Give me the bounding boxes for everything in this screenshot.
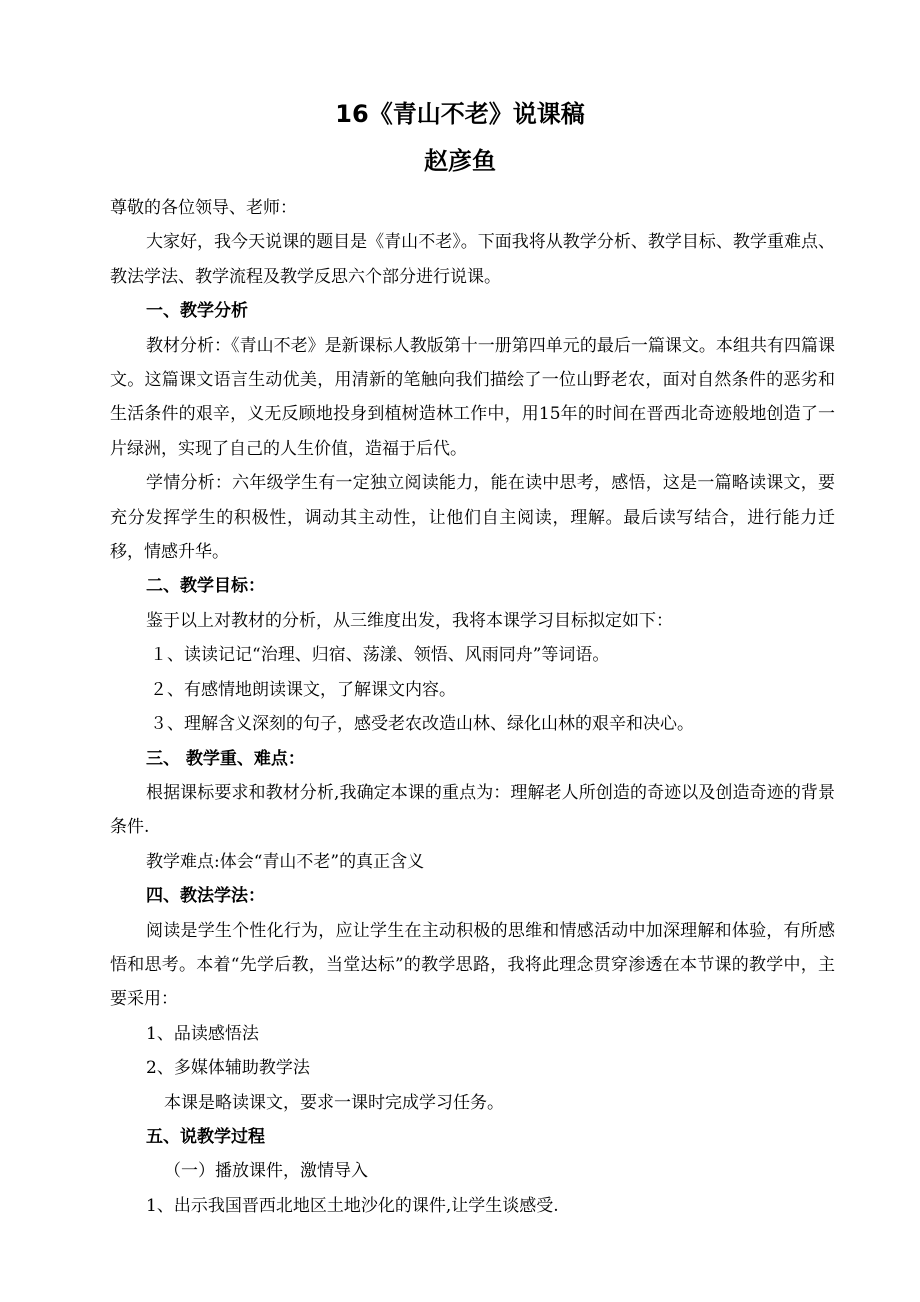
- section-heading-process: 五、说教学过程: [146, 1126, 265, 1147]
- paragraph-textbook-analysis: 教材分析：《青山不老》是新课标人教版第十一册第四单元的最后一篇课文。本组共有四篇课文。这篇课文语言生动优美，用清新的笔触向我们描绘了一位山野老农，面对自然条件的恶劣和生活条件的艰辛，义无反顾地投身到植树造林工作中，用15年的时间在晋西北奇迹般地创造了一片绿洲，实现了自己的人生价值，造福于后代。: [110, 335, 835, 459]
- document-body: [110, 191, 835, 1223]
- document-author: 赵彦鱼: [424, 147, 496, 175]
- list-item: 1、品读感悟法: [146, 1023, 259, 1044]
- subsection-heading-intro: （一）播放课件，激情导入: [164, 1161, 368, 1182]
- salutation: 尊敬的各位领导、老师：: [110, 198, 297, 218]
- list-item: １、读读记记“治理、归宿、荡漾、领悟、风雨同舟”等词语。: [150, 645, 610, 666]
- paragraph-lesson-time: 本课是略读课文，要求一课时完成学习任务。: [164, 1092, 504, 1113]
- intro-paragraph: 大家好，我今天说课的题目是《青山不老》。下面我将从教学分析、教学目标、教学重难点、教法学法、教学流程及教学反思六个部分进行说课。: [110, 232, 835, 287]
- list-item: ３、理解含义深刻的句子，感受老农改造山林、绿化山林的艰辛和决心。: [150, 714, 694, 735]
- paragraph-goals-intro: 鉴于以上对教材的分析，从三维度出发，我将本课学习目标拟定如下：: [146, 610, 673, 631]
- list-item: 2、多媒体辅助教学法: [146, 1058, 310, 1079]
- paragraph-step-1: 1、出示我国晋西北地区土地沙化的课件,让学生谈感受.: [146, 1195, 559, 1216]
- document-title: 16《青山不老》说课稿: [335, 100, 585, 128]
- section-heading-key-points: 三、 教学重、难点：: [146, 748, 305, 769]
- paragraph-difficulty: 教学难点:体会“青山不老”的真正含义: [146, 851, 425, 872]
- section-heading-analysis: 一、教学分析: [146, 301, 248, 322]
- paragraph-key-points: 根据课标要求和教材分析,我确定本课的重点为：理解老人所创造的奇迹以及创造奇迹的背景条件.: [110, 782, 835, 838]
- section-heading-methods: 四、教法学法：: [146, 886, 265, 907]
- paragraph-student-analysis: 学情分析：六年级学生有一定独立阅读能力，能在读中思考，感悟，这是一篇略读课文，要充分发挥学生的积极性，调动其主动性，让他们自主阅读，理解。最后读写结合，进行能力迁移，情感升华。: [110, 473, 835, 563]
- paragraph-methods: 阅读是学生个性化行为，应让学生在主动积极的思维和情感活动中加深理解和体验，有所感悟和思考。本着“先学后教，当堂达标”的教学思路，我将此理念贯穿渗透在本节课的教学中，主要采用：: [110, 920, 835, 1010]
- section-heading-goals: 二、教学目标：: [146, 576, 265, 597]
- list-item: ２、有感情地朗读课文，了解课文内容。: [150, 679, 456, 700]
